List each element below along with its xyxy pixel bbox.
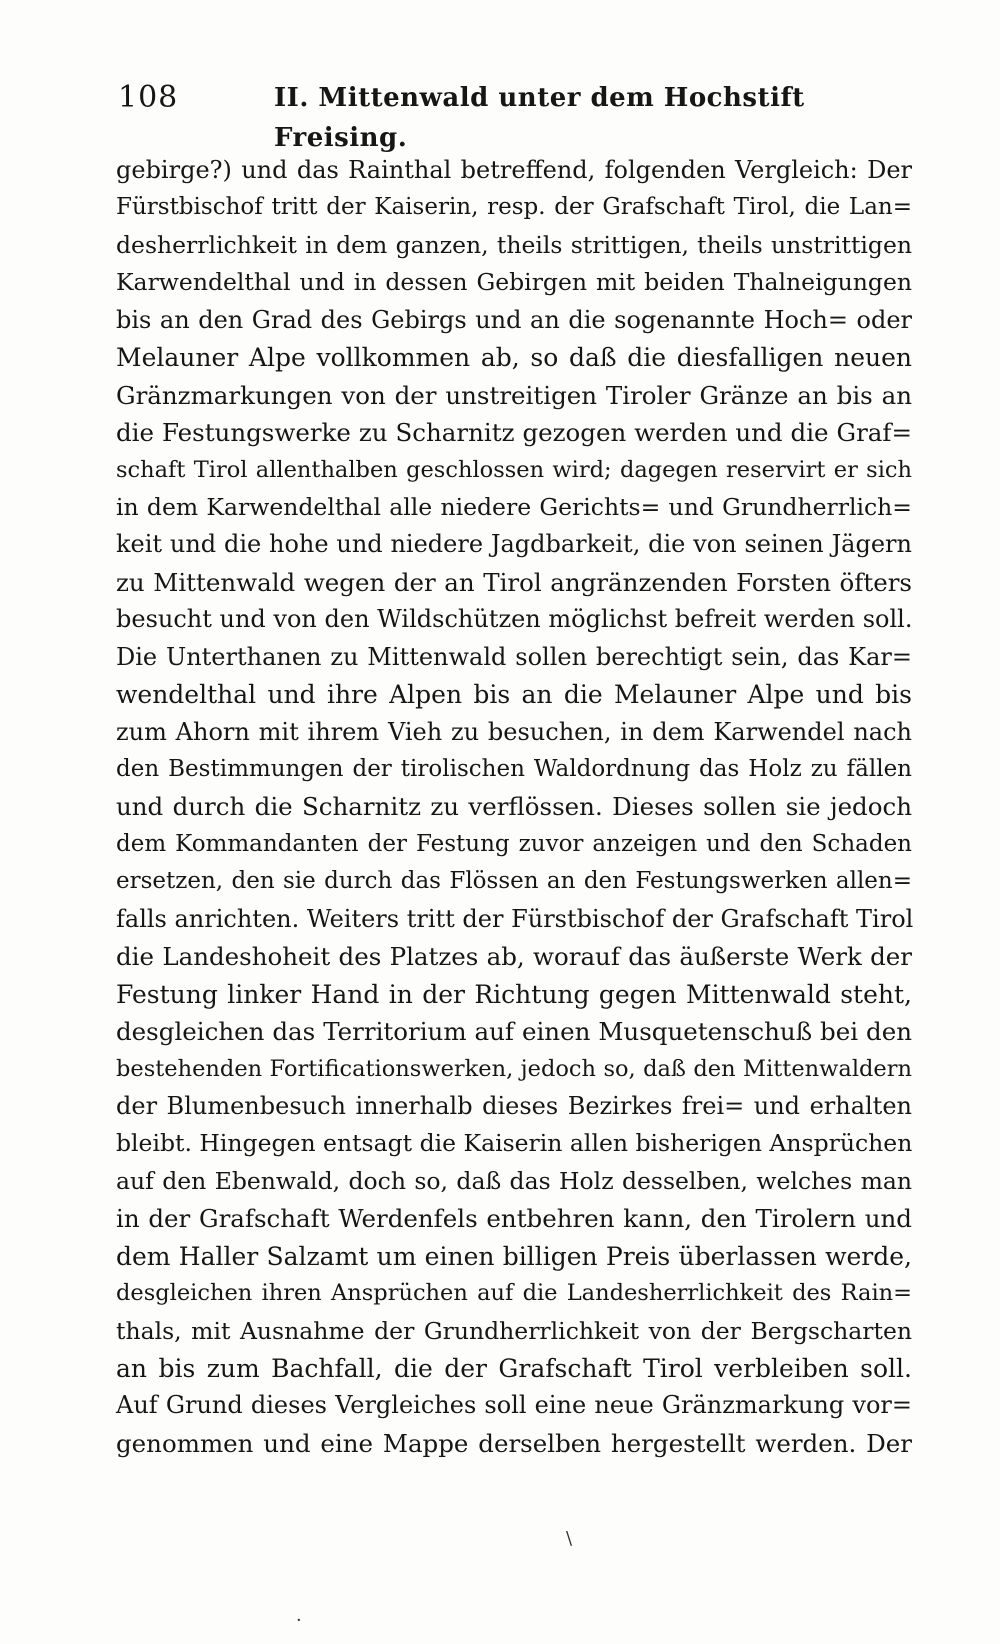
text-line: dem Kommandanten der Festung zuvor anzeigen und den Schaden [116, 830, 912, 857]
text-line: Melauner Alpe vollkommen ab, so daß die diesfalligen neuen [116, 343, 912, 373]
text-line: Die Unterthanen zu Mittenwald sollen berechtigt sein, das Kar= [116, 642, 912, 671]
text-line: gebirge?) und das Rainthal betreffend, folgenden Vergleich: Der [116, 156, 912, 184]
text-line: falls anrichten. Weiters tritt der Fürstbischof der Grafschaft Tirol [116, 904, 914, 933]
text-line: den Bestimmungen der tirolischen Waldordnung das Holz zu fällen [116, 756, 912, 782]
text-line: bis an den Grad des Gebirgs und an die sogenannte Hoch= oder [116, 305, 912, 334]
body-text [116, 152, 912, 1462]
text-line: und durch die Scharnitz zu verflössen. Dieses sollen sie jedoch [116, 792, 912, 822]
text-line: schaft Tirol allenthalben geschlossen wird; dagegen reservirt er sich [116, 456, 912, 483]
text-line: keit und die hohe und niedere Jagdbarkeit, die von seinen Jägern [116, 530, 912, 559]
text-line: Auf Grund dieses Vergleiches soll eine neue Gränzmarkung vor= [116, 1391, 912, 1420]
text-line: die Festungswerke zu Scharnitz gezogen werden und die Graf= [116, 418, 912, 448]
text-line: Gränzmarkungen von der unstreitigen Tiroler Gränze an bis an [116, 380, 912, 410]
text-line: wendelthal und ihre Alpen bis an die Melauner Alpe und bis [116, 680, 912, 710]
text-line: besucht und von den Wildschützen möglichst befreit werden soll. [116, 605, 913, 634]
text-line: in der Grafschaft Werdenfels entbehren kann, den Tirolern und [116, 1204, 912, 1234]
page-number: 108 [118, 80, 179, 115]
text-line: desherrlichkeit in dem ganzen, theils strittigen, theils unstrittigen [116, 230, 912, 259]
text-line: in dem Karwendelthal alle niedere Gerichts= und Grundherrlich= [116, 492, 912, 521]
running-header [118, 78, 918, 153]
text-line: bestehenden Fortificationswerken, jedoch so, daß den Mittenwaldern [116, 1055, 912, 1082]
text-line: ersetzen, den sie durch das Flössen an den Festungswerken allen= [116, 868, 912, 895]
text-line: thals, mit Ausnahme der Grundherrlichkeit von der Bergscharten [116, 1316, 912, 1345]
text-line: dem Haller Salzamt um einen billigen Preis überlassen werde, [116, 1241, 912, 1271]
text-line: Fürstbischof tritt der Kaiserin, resp. der Grafschaft Tirol, die Lan= [116, 194, 912, 221]
text-line: zu Mittenwald wegen der an Tirol angränzenden Forsten öfters [116, 567, 912, 597]
text-line: Karwendelthal und in dessen Gebirgen mit beiden Thalneigungen [116, 268, 912, 297]
text-line: desgleichen ihren Ansprüchen auf die Landesherrlichkeit des Rain= [116, 1280, 912, 1307]
text-line: die Landeshoheit des Platzes ab, worauf das äußerste Werk der [116, 942, 912, 972]
text-line: auf den Ebenwald, doch so, daß das Holz desselben, welches man [116, 1166, 912, 1195]
text-line: der Blumenbesuch innerhalb dieses Bezirkes frei= und erhalten [116, 1091, 912, 1120]
text-line: an bis zum Bachfall, die der Grafschaft Tirol verbleiben soll. [116, 1354, 912, 1383]
print-blemish: \ [566, 1528, 573, 1549]
text-line: bleibt. Hingegen entsagt die Kaiserin allen bisherigen Ansprüchen [116, 1129, 913, 1158]
text-line: zum Ahorn mit ihrem Vieh zu besuchen, in dem Karwendel nach [116, 717, 912, 746]
chapter-running-title: II. Mittenwald unter dem Hochstift Freising. [274, 83, 805, 153]
text-line: genommen und eine Mappe derselben hergestellt werden. Der [116, 1428, 912, 1458]
text-line: desgleichen das Territorium auf einen Musquetenschuß bei den [116, 1017, 912, 1047]
text-line: Festung linker Hand in der Richtung gegen Mittenwald steht, [116, 979, 912, 1009]
print-blemish: · [296, 1610, 302, 1631]
